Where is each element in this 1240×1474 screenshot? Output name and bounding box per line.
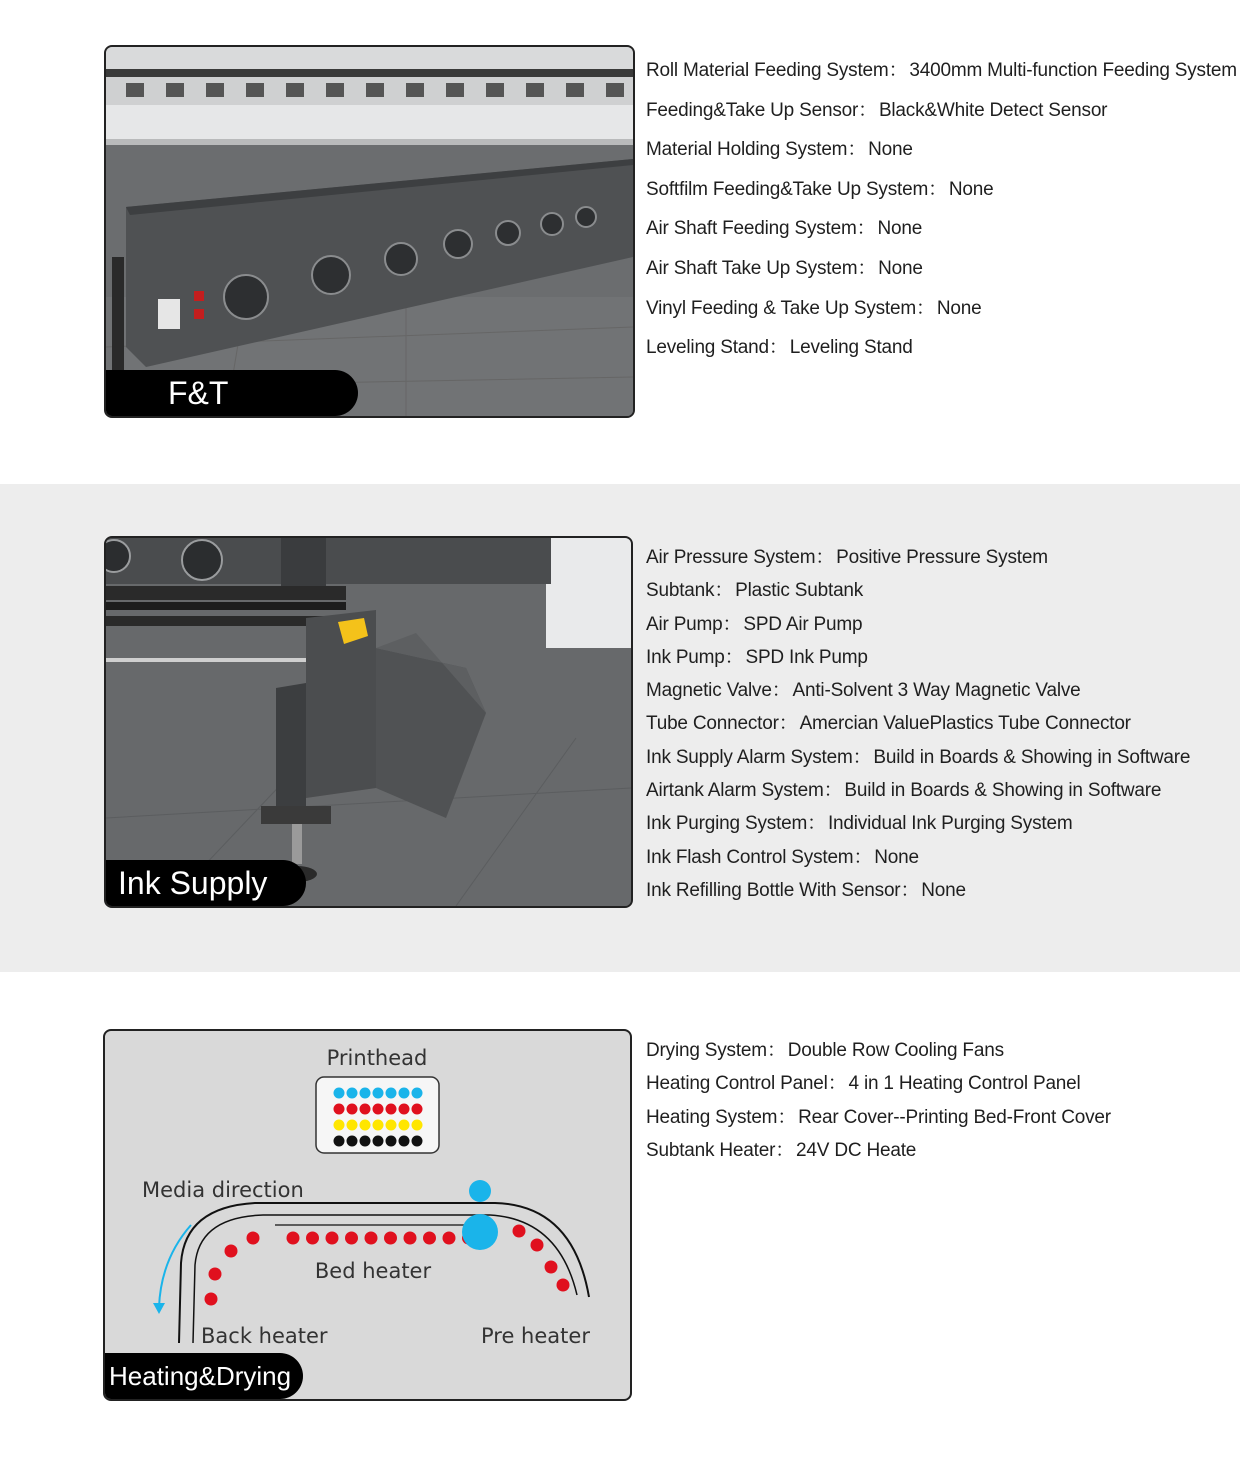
spec-separator: ：	[856, 218, 876, 240]
heater-dot	[443, 1232, 456, 1245]
nozzle-dot	[360, 1088, 371, 1099]
spec-item	[646, 612, 1190, 645]
spec-separator: ：	[823, 780, 843, 802]
section-tag-heating-drying: Heating&Drying	[105, 1353, 303, 1399]
spec-item	[646, 256, 1237, 296]
spec-value: None	[874, 846, 919, 868]
spec-item	[646, 811, 1190, 844]
heater-dot	[365, 1232, 378, 1245]
heater-dot	[531, 1239, 544, 1252]
heater-dot	[306, 1232, 319, 1245]
spec-separator: ：	[827, 1073, 847, 1095]
spec-value: 24V DC Heate	[796, 1139, 917, 1161]
nozzle-dot	[412, 1136, 423, 1147]
spec-item	[646, 1138, 1111, 1171]
spec-separator: ：	[775, 1139, 795, 1161]
spec-key: Air Shaft Take Up System	[646, 257, 858, 279]
spec-key: Ink Pump	[646, 646, 725, 668]
nozzle-dot	[334, 1088, 345, 1099]
spec-key: Heating System	[646, 1106, 778, 1128]
nozzle-dot	[373, 1088, 384, 1099]
spec-separator: ：	[853, 846, 873, 868]
feeding-system-photo	[104, 45, 635, 418]
nozzle-dot	[373, 1104, 384, 1115]
spec-value: Positive Pressure System	[836, 547, 1048, 568]
nozzle-dot	[373, 1120, 384, 1131]
spec-separator: ：	[778, 713, 798, 735]
spec-value: Amercian ValuePlastics Tube Connector	[799, 713, 1131, 735]
nozzle-dot	[412, 1120, 423, 1131]
spec-separator: ：	[815, 547, 835, 568]
nozzle-dot	[334, 1136, 345, 1147]
spec-separator: ：	[916, 297, 935, 319]
spec-value: Double Row Cooling Fans	[787, 1040, 1004, 1061]
spec-item	[646, 845, 1190, 878]
spec-item	[646, 98, 1237, 138]
spec-key: Softfilm Feeding&Take Up System	[646, 178, 929, 200]
arrow-head-icon	[153, 1303, 165, 1314]
spec-separator: ：	[858, 99, 877, 121]
nozzle-dot	[334, 1104, 345, 1115]
spec-value: None	[868, 139, 913, 161]
feeding-specs-list	[646, 58, 1237, 375]
spec-key: Drying System	[646, 1040, 767, 1061]
spec-value: None	[921, 879, 966, 901]
nozzle-dot	[412, 1104, 423, 1115]
heater-dot	[209, 1268, 222, 1281]
spec-value: None	[877, 218, 923, 240]
nozzle-dot	[386, 1104, 397, 1115]
back-heater-label: Back heater	[201, 1324, 328, 1348]
spec-separator: ：	[847, 139, 867, 161]
spec-value: None	[878, 257, 923, 279]
spec-separator: ：	[852, 746, 872, 768]
spec-separator: ：	[766, 1040, 786, 1061]
spec-key: Air Pressure System	[646, 547, 816, 568]
nozzle-dot	[386, 1120, 397, 1131]
spec-value: 3400mm Multi-function Feeding System	[909, 60, 1237, 81]
spec-key: Ink Supply Alarm System	[646, 746, 853, 768]
heater-dot	[545, 1261, 558, 1274]
ink-drop-large-icon	[462, 1214, 498, 1250]
ink-supply-photo	[104, 536, 633, 908]
heater-dot	[557, 1279, 570, 1292]
spec-value: Rear Cover--Printing Bed-Front Cover	[798, 1106, 1111, 1128]
heating-diagram-panel	[103, 1029, 632, 1401]
nozzle-dot	[412, 1088, 423, 1099]
heater-dot	[345, 1232, 358, 1245]
section-tag-ink-supply: Ink Supply	[106, 860, 306, 906]
ink-drop-icon	[469, 1180, 491, 1202]
printhead-label: Printhead	[326, 1046, 428, 1070]
ink-supply-illustration	[106, 538, 631, 906]
spec-item	[646, 678, 1190, 711]
ink-supply-specs-list	[646, 545, 1190, 911]
spec-separator: ：	[857, 257, 877, 279]
spec-item	[646, 545, 1190, 578]
spec-key: Material Holding System	[646, 139, 848, 161]
nozzle-dot	[399, 1088, 410, 1099]
spec-key: Air Shaft Feeding System	[646, 218, 857, 240]
spec-key: Subtank Heater	[646, 1139, 776, 1161]
spec-item	[646, 745, 1190, 778]
heater-dot	[287, 1232, 300, 1245]
spec-separator: ：	[777, 1106, 797, 1128]
spec-key: Leveling Stand	[646, 337, 769, 359]
spec-item	[646, 1038, 1111, 1071]
spec-key: Heating Control Panel	[646, 1073, 828, 1095]
section-tag-ft: F&T	[106, 370, 358, 416]
nozzle-dot	[386, 1136, 397, 1147]
nozzle-dot	[360, 1104, 371, 1115]
nozzle-dot	[347, 1088, 358, 1099]
spec-item	[646, 1071, 1111, 1104]
nozzle-dot	[334, 1120, 345, 1131]
spec-value: Plastic Subtank	[735, 580, 864, 602]
spec-separator: ：	[900, 879, 920, 901]
spec-value: None	[948, 178, 994, 200]
bed-heater-label: Bed heater	[314, 1259, 432, 1283]
spec-separator: ：	[714, 580, 734, 602]
heater-dot	[326, 1232, 339, 1245]
spec-item	[646, 878, 1190, 911]
nozzle-dot	[399, 1120, 410, 1131]
spec-value: Anti-Solvent 3 Way Magnetic Valve	[792, 680, 1081, 702]
media-direction-arrow	[159, 1225, 191, 1307]
spec-separator: ：	[888, 60, 908, 81]
spec-separator: ：	[722, 613, 742, 635]
spec-key: Roll Material Feeding System	[646, 60, 889, 81]
nozzle-dot	[399, 1104, 410, 1115]
heater-dot	[404, 1232, 417, 1245]
spec-value: Leveling Stand	[789, 337, 913, 359]
heater-dot	[205, 1293, 218, 1306]
spec-item	[646, 335, 1237, 375]
printer-rear-illustration	[106, 47, 633, 416]
spec-key: Ink Refilling Bottle With Sensor	[646, 879, 901, 901]
spec-key: Subtank	[646, 580, 715, 602]
spec-key: Ink Purging System	[646, 813, 808, 835]
spec-key: Tube Connector	[646, 713, 779, 735]
heater-dot	[513, 1225, 526, 1238]
spec-item	[646, 137, 1237, 177]
nozzle-dot	[399, 1136, 410, 1147]
spec-key: Airtank Alarm System	[646, 780, 824, 802]
nozzle-dot	[360, 1120, 371, 1131]
spec-key: Ink Flash Control System	[646, 846, 854, 868]
spec-separator: ：	[771, 680, 791, 702]
spec-separator: ：	[928, 178, 947, 200]
spec-item	[646, 711, 1190, 744]
spec-item	[646, 645, 1190, 678]
spec-key: Feeding&Take Up Sensor	[646, 99, 859, 121]
nozzle-dot	[347, 1136, 358, 1147]
spec-item	[646, 177, 1237, 217]
nozzle-dot	[347, 1120, 358, 1131]
nozzle-dot	[347, 1104, 358, 1115]
spec-separator: ：	[724, 646, 744, 668]
spec-item	[646, 58, 1237, 98]
spec-item	[646, 578, 1190, 611]
spec-value: Build in Boards & Showing in Software	[873, 746, 1191, 768]
spec-value: 4 in 1 Heating Control Panel	[848, 1073, 1081, 1095]
heating-specs-list	[646, 1038, 1111, 1171]
spec-value: SPD Air Pump	[743, 613, 863, 635]
spec-value: SPD Ink Pump	[745, 646, 868, 668]
pre-heater-label: Pre heater	[481, 1324, 590, 1348]
spec-value: Build in Boards & Showing in Software	[844, 780, 1162, 802]
heater-dot	[225, 1245, 238, 1258]
spec-separator: ：	[768, 337, 788, 359]
media-direction-label: Media direction	[142, 1178, 304, 1202]
nozzle-dot	[373, 1136, 384, 1147]
spec-value: Individual Ink Purging System	[827, 813, 1073, 835]
spec-item	[646, 216, 1237, 256]
heater-dot	[247, 1232, 260, 1245]
spec-key: Magnetic Valve	[646, 680, 772, 702]
spec-item	[646, 778, 1190, 811]
heater-dot	[384, 1232, 397, 1245]
heating-diagram	[105, 1031, 630, 1399]
nozzle-dot	[360, 1136, 371, 1147]
spec-value: None	[936, 297, 982, 319]
nozzle-dot	[386, 1088, 397, 1099]
spec-key: Vinyl Feeding & Take Up System	[646, 297, 916, 319]
heater-dot	[423, 1232, 436, 1245]
spec-separator: ：	[807, 813, 826, 835]
spec-key: Air Pump	[646, 613, 723, 635]
spec-item	[646, 1105, 1111, 1138]
spec-item	[646, 296, 1237, 336]
spec-value: Black&White Detect Sensor	[878, 99, 1108, 121]
